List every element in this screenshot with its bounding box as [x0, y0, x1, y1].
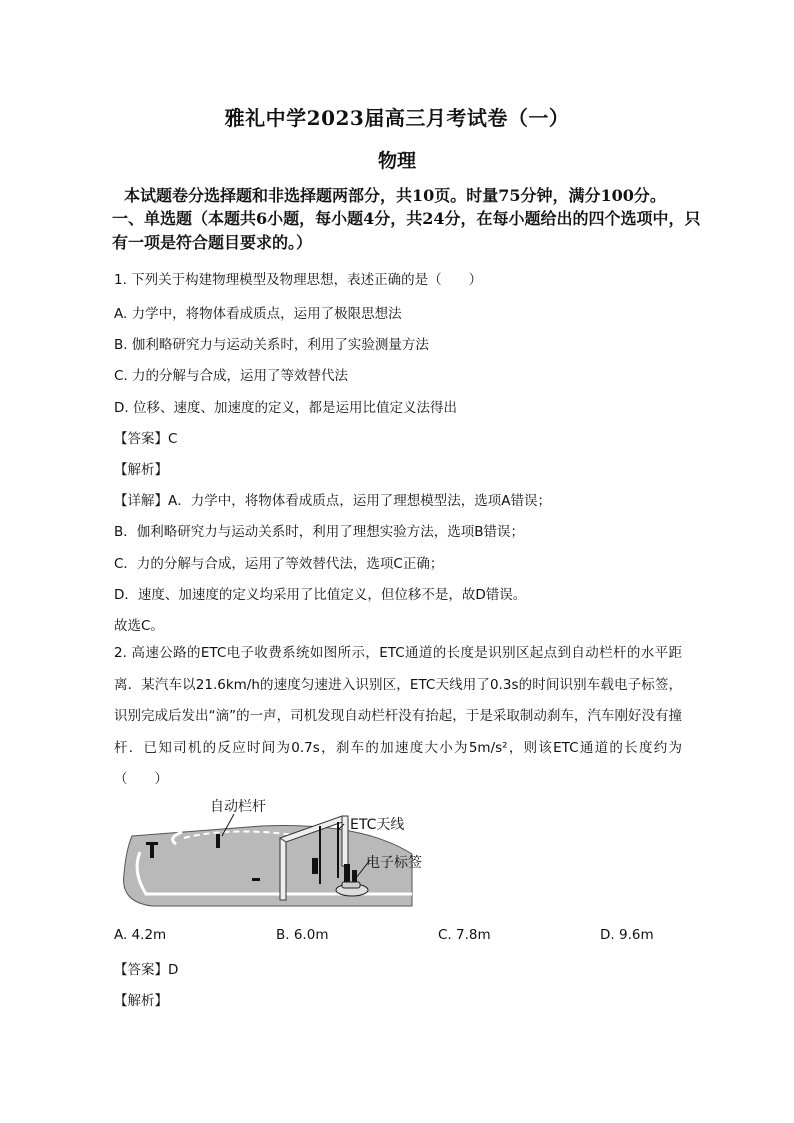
- q2-stem: 2. 高速公路的ETC电子收费系统如图所示，ETC通道的长度是识别区起点到自动栏杆的水平距离．某汽车以21.6km/h的速度匀速进入识别区，ETC天线用了0.3s的时间识别车载电子标签，识别完成后发出“滴”的一声，司机发现自动栏杆没有抬起，于是采取制动刹车，汽车刚好没有撞杆．已知司机的反应时间为0.7s，刹车的加速度大小为5m/s²，则该ETC通道的长度约为（ ）: [114, 645, 682, 787]
- etc-figure: [112, 794, 452, 924]
- q1-option-a: A. 力学中，将物体看成质点，运用了极限思想法: [114, 306, 402, 322]
- q1-stem: 1. 下列关于构建物理模型及物理思想，表述正确的是（ ）: [114, 272, 483, 288]
- exam-subject: 物理: [377, 150, 416, 172]
- q1-option-d: D. 位移、速度、加速度的定义，都是运用比值定义法得出: [114, 400, 457, 416]
- label-tag: 电子标签: [366, 855, 422, 871]
- exam-title: 雅礼中学2023届高三月考试卷（一）: [224, 106, 570, 130]
- q1-detail-b: B．伽利略研究力与运动关系时，利用了理想实验方法，选项B错误；: [114, 524, 525, 540]
- q1-detail-a: 【详解】A．力学中，将物体看成质点，运用了理想模型法，选项A错误；: [114, 493, 551, 509]
- q1-detail-c: C．力的分解与合成，运用了等效替代法，选项C正确；: [114, 556, 444, 572]
- q1-conclusion: 故选C。: [114, 618, 164, 634]
- q1-detail-d: D．速度、加速度的定义均采用了比值定义，但位移不是，故D错误。: [114, 587, 527, 603]
- q2-option-a: A. 4.2m: [114, 927, 167, 943]
- q2-option-b: B. 6.0m: [276, 927, 329, 943]
- q2-analysis-label: 【解析】: [114, 993, 168, 1009]
- q2-answer: 【答案】D: [114, 962, 179, 978]
- q1-option-b: B. 伽利略研究力与运动关系时，利用了实验测量方法: [114, 337, 429, 353]
- section-heading: 一、单选题（本题共6小题，每小题4分，共24分，在每小题给出的四个选项中，只有一项是符合题目要求的。）: [112, 209, 701, 252]
- exam-intro: 本试题卷分选择题和非选择题两部分，共10页。时量75分钟，满分100分。: [124, 186, 666, 205]
- q1-analysis-label: 【解析】: [114, 462, 168, 478]
- label-antenna: ETC天线: [350, 817, 405, 833]
- label-barrier: 自动栏杆: [210, 799, 266, 815]
- q2-option-d: D. 9.6m: [600, 927, 654, 943]
- q1-answer: 【答案】C: [114, 431, 178, 447]
- q2-option-c: C. 7.8m: [438, 927, 491, 943]
- q1-option-c: C. 力的分解与合成，运用了等效替代法: [114, 368, 349, 384]
